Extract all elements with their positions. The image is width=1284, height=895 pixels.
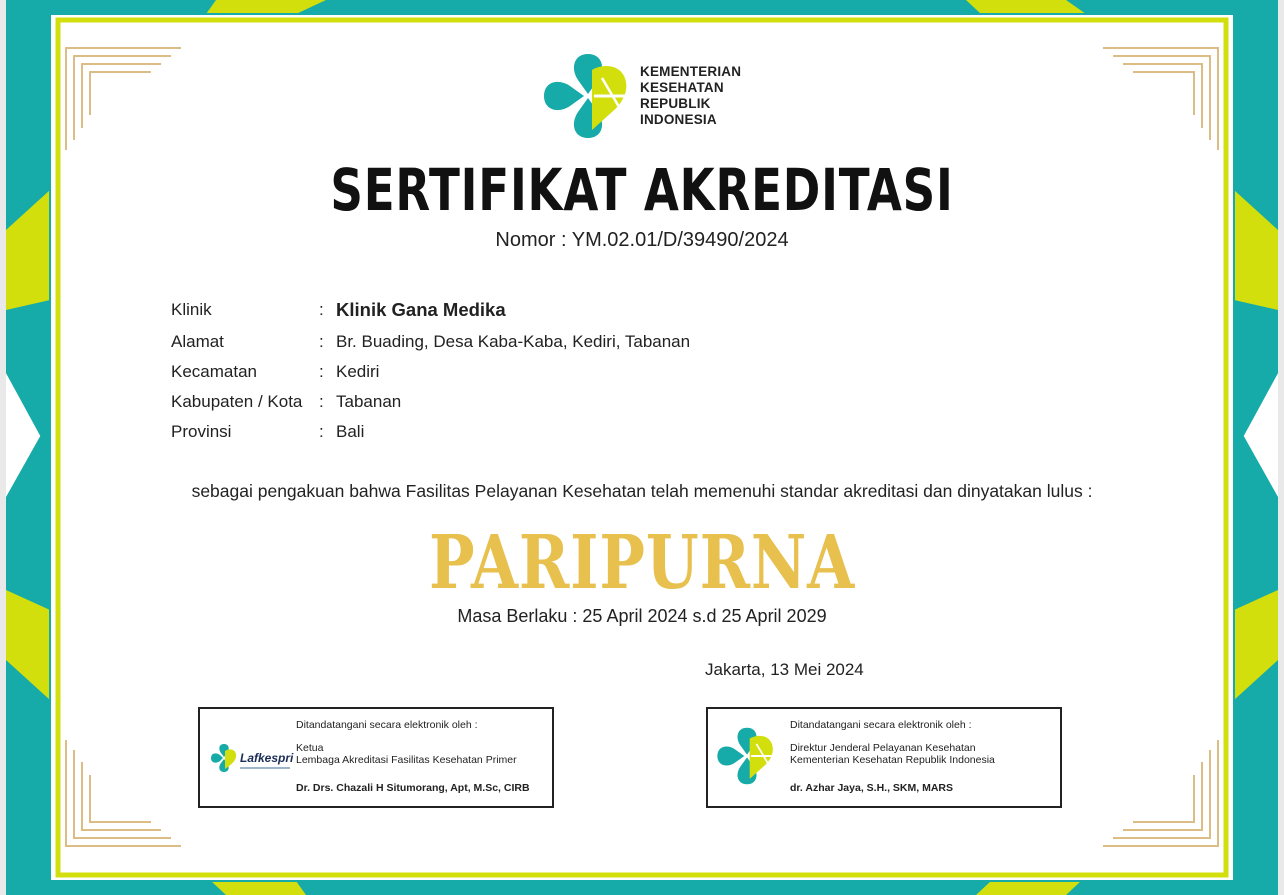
detail-label: Provinsi xyxy=(171,422,232,441)
detail-value: Kediri xyxy=(336,362,380,381)
signer-name: Dr. Drs. Chazali H Situmorang, Apt, M.Sc, CIRB xyxy=(296,782,530,794)
ministry-name xyxy=(640,64,741,128)
ministry-name-line: INDONESIA xyxy=(640,112,717,127)
detail-colon: : xyxy=(319,362,324,381)
signed-electronically-label: Ditandatangani secara elektronik oleh : xyxy=(296,719,478,731)
kemenkes-logo-icon xyxy=(542,50,634,142)
detail-label: Kecamatan xyxy=(171,362,257,381)
signed-electronically-label: Ditandatangani secara elektronik oleh : xyxy=(790,719,972,731)
detail-colon: : xyxy=(319,392,324,411)
detail-value: Bali xyxy=(336,422,365,441)
ministry-name-line: REPUBLIK xyxy=(640,96,711,111)
signer-role: Direktur Jenderal Pelayanan Kesehatan xyxy=(790,742,976,754)
certificate-page xyxy=(6,0,1278,895)
accreditation-statement: sebagai pengakuan bahwa Fasilitas Pelayanan Kesehatan telah memenuhi standar akreditasi dan dinyatakan lulus : xyxy=(191,481,1093,501)
certificate-number: Nomor : YM.02.01/D/39490/2024 xyxy=(495,229,789,251)
ministry-name-line: KESEHATAN xyxy=(640,80,724,95)
kemenkes-small-logo-icon xyxy=(716,723,778,789)
accreditation-grade: PARIPURNA xyxy=(428,520,856,606)
detail-colon: : xyxy=(319,422,324,441)
lafkespri-logo xyxy=(210,741,294,775)
detail-value: Tabanan xyxy=(336,392,402,411)
detail-label: Klinik xyxy=(171,300,212,319)
detail-colon: : xyxy=(319,300,324,319)
validity-period: Masa Berlaku : 25 April 2024 s.d 25 April 2029 xyxy=(457,606,827,626)
detail-label: Kabupaten / Kota xyxy=(171,392,303,411)
signer-name: dr. Azhar Jaya, S.H., SKM, MARS xyxy=(790,782,953,794)
detail-value: Klinik Gana Medika xyxy=(336,299,506,320)
detail-colon: : xyxy=(319,332,324,351)
signature-box-lafkespri xyxy=(198,707,554,808)
place-and-date: Jakarta, 13 Mei 2024 xyxy=(705,660,864,679)
ministry-name-line: KEMENTERIAN xyxy=(640,64,742,79)
lafkespri-wordmark: Lafkespri xyxy=(240,751,294,765)
detail-label: Alamat xyxy=(171,332,224,351)
ministry-logo-block xyxy=(542,50,762,142)
signature-box-kemenkes xyxy=(706,707,1062,808)
certificate-title: SERTIFIKAT AKREDITASI xyxy=(330,156,954,224)
lafkespri-logo-icon xyxy=(210,743,238,773)
detail-value: Br. Buading, Desa Kaba-Kaba, Kediri, Tabanan xyxy=(336,332,691,351)
signer-role: Ketua xyxy=(296,742,324,754)
signer-organization: Kementerian Kesehatan Republik Indonesia xyxy=(790,754,995,766)
signer-organization: Lembaga Akreditasi Fasilitas Kesehatan Primer xyxy=(296,754,517,766)
lafkespri-tagline-line xyxy=(240,767,290,769)
